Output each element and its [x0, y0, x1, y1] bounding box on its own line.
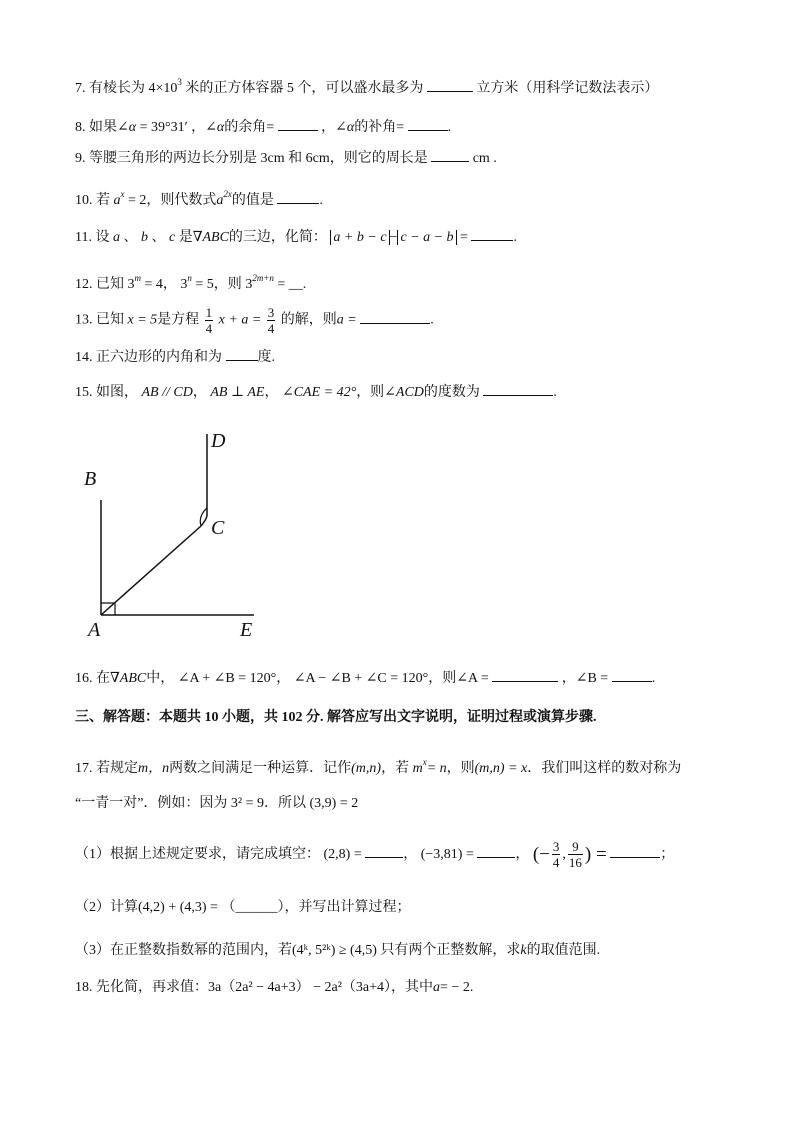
- label-e: E: [240, 619, 253, 641]
- segment-ac: [101, 526, 201, 615]
- answer-blank[interactable]: [278, 116, 318, 131]
- question-13: 13. 已知 x = 5是方程 $\frac{1}{4}$ x + a = $\frac{3}{4}$ 的解，则a = .: [75, 305, 434, 336]
- question-17-line2: “一青一对”．例如：因为 3² = 9．所以 (3,9) = 2: [75, 796, 359, 811]
- fraction: $\frac{1}{4}$: [205, 305, 213, 336]
- answer-blank[interactable]: （______）: [221, 900, 285, 915]
- answer-blank[interactable]: [477, 843, 515, 858]
- question-17-part1: （1）根据上述规定要求，请完成填空： (2,8) = ， (−3,81) = ， (− $\frac{3}{4}$ , $\frac{9}{16}$ ) = ；: [75, 839, 675, 871]
- fraction: $\frac{3}{4}$: [552, 839, 560, 871]
- question-15: 15. 如图， AB // CD， AB ⊥ AE， ∠CAE = 42°，则∠ACD的度数为 .: [75, 381, 557, 403]
- answer-blank[interactable]: [408, 116, 448, 131]
- answer-blank[interactable]: [365, 843, 403, 858]
- question-9: 9. 等腰三角形的两边长分别是 3cm 和 6cm，则它的周长是 cm .: [75, 147, 497, 169]
- question-10: 10. 若 $a^x = 2$，则代数式$a^{2x}$的值是 .: [75, 189, 323, 208]
- question-7: 7. 有棱长为 $4\times 10^3$ 米的正方体容器 5 个，可以盛水最多为 立方米（用科学记数法表示）: [75, 77, 659, 96]
- answer-blank[interactable]: [360, 309, 430, 324]
- question-17-line1: 17. 若规定m，n两数之间满足一种运算．记作(m,n)，若 $m^x= n$，则(m,n) = x．我们叫这样的数对称为: [75, 757, 682, 776]
- geometry-figure: [78, 420, 278, 650]
- segment-c-curve: [201, 516, 207, 526]
- answer-blank[interactable]: [483, 381, 553, 396]
- question-8: 8. 如果∠α = 39°31′ ，∠α的余角= ，∠α的补角= .: [75, 116, 451, 138]
- label-d: D: [211, 430, 226, 452]
- question-14: 14. 正六边形的内角和为 度.: [75, 346, 275, 368]
- answer-blank[interactable]: [277, 189, 319, 204]
- fraction: $\frac{9}{16}$: [568, 839, 582, 871]
- section-heading: 三、解答题：本题共 10 小题，共 102 分. 解答应写出文字说明，证明过程或演算步骤.: [75, 710, 597, 725]
- q7-edge-length: $4\times 10^3$: [148, 77, 182, 96]
- answer-blank[interactable]: [471, 226, 513, 241]
- answer-blank[interactable]: [610, 843, 660, 858]
- fraction: $\frac{3}{4}$: [267, 305, 275, 336]
- question-17-part3: （3）在正整数指数幂的范围内，若(4ᵏ, 5²ᵏ) ≥ (4,5) 只有两个正整数解，求k的取值范围.: [75, 943, 601, 958]
- question-17-part2: （2）计算(4,2) + (4,3) = （______），并写出计算过程；: [75, 900, 411, 915]
- label-c: C: [211, 517, 225, 539]
- answer-blank[interactable]: [492, 667, 558, 682]
- label-a: A: [88, 619, 101, 641]
- answer-blank[interactable]: [427, 77, 473, 92]
- question-12: 12. 已知 $3^m = 4$， $3^n = 5$，则 $3^{2m+n}$ = __.: [75, 273, 307, 292]
- label-b: B: [84, 468, 97, 490]
- question-11: 11. 设 a 、 b 、 c 是∇ABC的三边，化简： a + b − c − c − a − b = .: [75, 226, 517, 248]
- answer-blank[interactable]: [431, 147, 469, 162]
- question-16: 16. 在∇ABC中， ∠A + ∠B = 120°， ∠A − ∠B + ∠C = 120°，则∠A = ，∠B = .: [75, 667, 655, 689]
- answer-blank[interactable]: [612, 667, 652, 682]
- answer-blank[interactable]: [226, 346, 258, 361]
- question-18: 18. 先化简，再求值：3a（2a² − 4a+3） − 2a²（3a+4），其中a= − 2.: [75, 980, 474, 995]
